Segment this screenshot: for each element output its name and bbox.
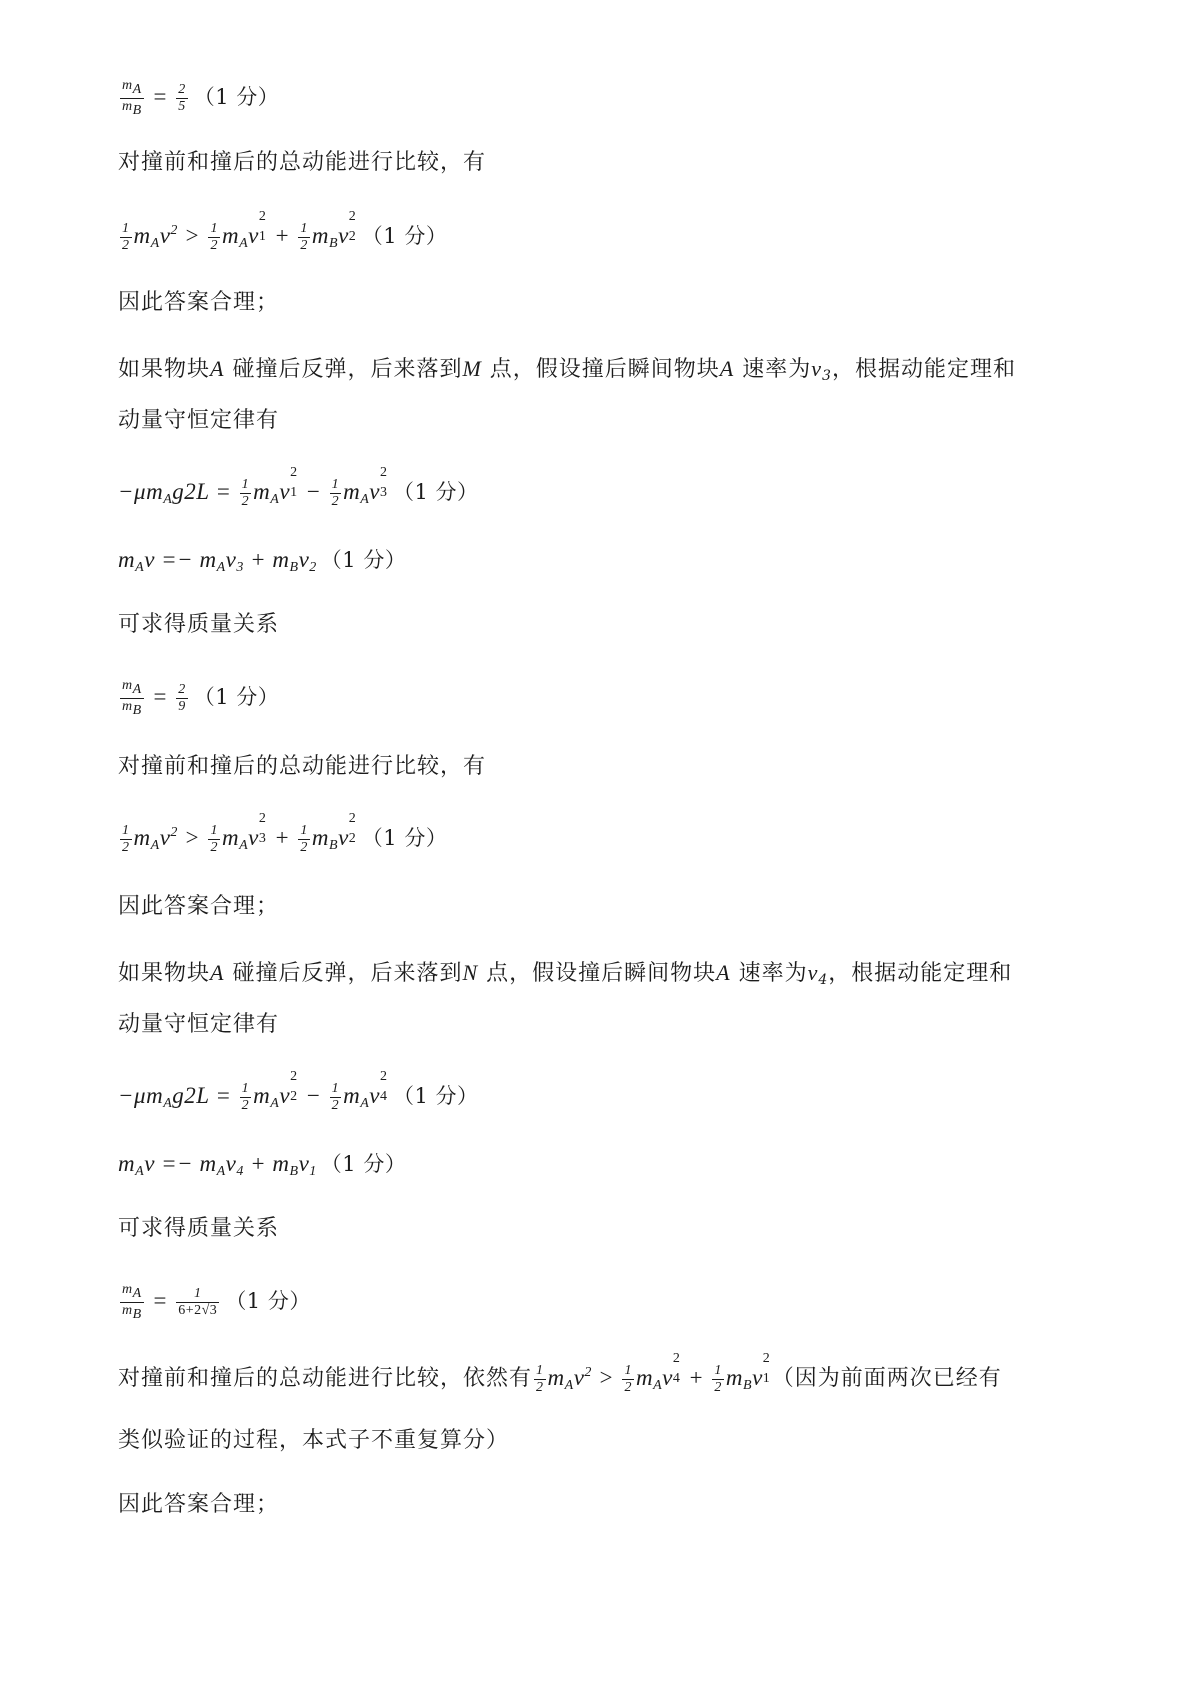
equation-mass-ratio-1: $\frac{m_A}{m_B}$ = $\frac{2}{5}$ （1 分）	[122, 78, 280, 119]
text-case-M: 如果物块A 碰撞后反弹，后来落到M 点，假设撞后瞬间物块A 速率为$v_3$，根据动能定理和	[118, 356, 1016, 384]
equation-energy-compare-2: $\frac{1}{2}$ $m_Av^2$ > $\frac{1}{2}$ $m_Av$ 2 3 + $\frac{1}{2}$ $m_Bv$ 2 2 （1 分）	[122, 811, 448, 856]
text-compare-energy-2: 对撞前和撞后的总动能进行比较，有	[118, 754, 487, 779]
text-answer-reasonable-3: 因此答案合理；	[118, 1492, 280, 1517]
score-note: （1 分）	[193, 684, 280, 709]
equation-mass-ratio-3: $\frac{m_A}{m_B}$ = $\frac{1}{6+2√3}$ （1 分）	[122, 1282, 311, 1323]
text-conservation-2: 动量守恒定律有	[118, 1012, 280, 1037]
text-mass-relation-2: 可求得质量关系	[118, 1216, 280, 1241]
text-mass-relation-1: 可求得质量关系	[118, 612, 280, 637]
score-note: （1 分）	[361, 224, 448, 248]
fraction-2-5: $\frac{2}{5}$	[178, 82, 186, 115]
text-compare-energy-1: 对撞前和撞后的总动能进行比较，有	[118, 150, 487, 175]
fraction-mA-mB: $\frac{m_A}{m_B}$	[122, 78, 142, 119]
text-note-no-repeat: 类似验证的过程，本式子不重复算分）	[118, 1428, 510, 1453]
score-note: （1 分）	[320, 548, 407, 572]
equation-energy-compare-1: $\frac{1}{2}$ $m_Av^2$ > $\frac{1}{2}$ $m_Av$ 2 1 + $\frac{1}{2}$ $m_Bv$ 2 2 （1 分）	[122, 209, 448, 254]
score-note: （1 分）	[320, 1152, 407, 1176]
text-answer-reasonable-1: 因此答案合理；	[118, 290, 280, 315]
score-note: （1 分）	[193, 84, 280, 109]
text-answer-reasonable-2: 因此答案合理；	[118, 894, 280, 919]
score-note: （1 分）	[225, 1288, 311, 1313]
equation-momentum-2: $m_Av =- m_Av_4 + m_Bv_1$ （1 分）	[118, 1151, 407, 1179]
text-case-N: 如果物块A 碰撞后反弹，后来落到N 点，假设撞后瞬间物块A 速率为$v_4$，根据动能定理和	[118, 960, 1013, 988]
equation-work-energy-2: $-\mu m_Ag2L$ = $\frac{1}{2}$ $m_Av$ 2 2 − $\frac{1}{2}$ $m_Av$ 2 4 （1 分）	[118, 1069, 479, 1114]
score-note: （1 分）	[393, 1084, 479, 1108]
equation-momentum-1: $m_Av =- m_Av_3 + m_Bv_2$ （1 分）	[118, 547, 407, 575]
text-conservation-1: 动量守恒定律有	[118, 408, 280, 433]
score-note: （1 分）	[361, 826, 448, 850]
score-note: （1 分）	[393, 480, 479, 504]
equation-work-energy-1: $-\mu m_Ag2L$ = $\frac{1}{2}$ $m_Av$ 2 1 − $\frac{1}{2}$ $m_Av$ 2 3 （1 分）	[118, 465, 479, 510]
equation-mass-ratio-2: $\frac{m_A}{m_B}$ = $\frac{2}{9}$ （1 分）	[122, 678, 280, 719]
text-compare-energy-3: 对撞前和撞后的总动能进行比较，依然有 $\frac{1}{2}$ $m_Av^2$ > $\frac{1}{2}$ $m_Av$ 2 4 + $\frac{1}{2}$ $m_Bv$ 2 1 （因为前面两次已经有	[118, 1351, 1002, 1396]
